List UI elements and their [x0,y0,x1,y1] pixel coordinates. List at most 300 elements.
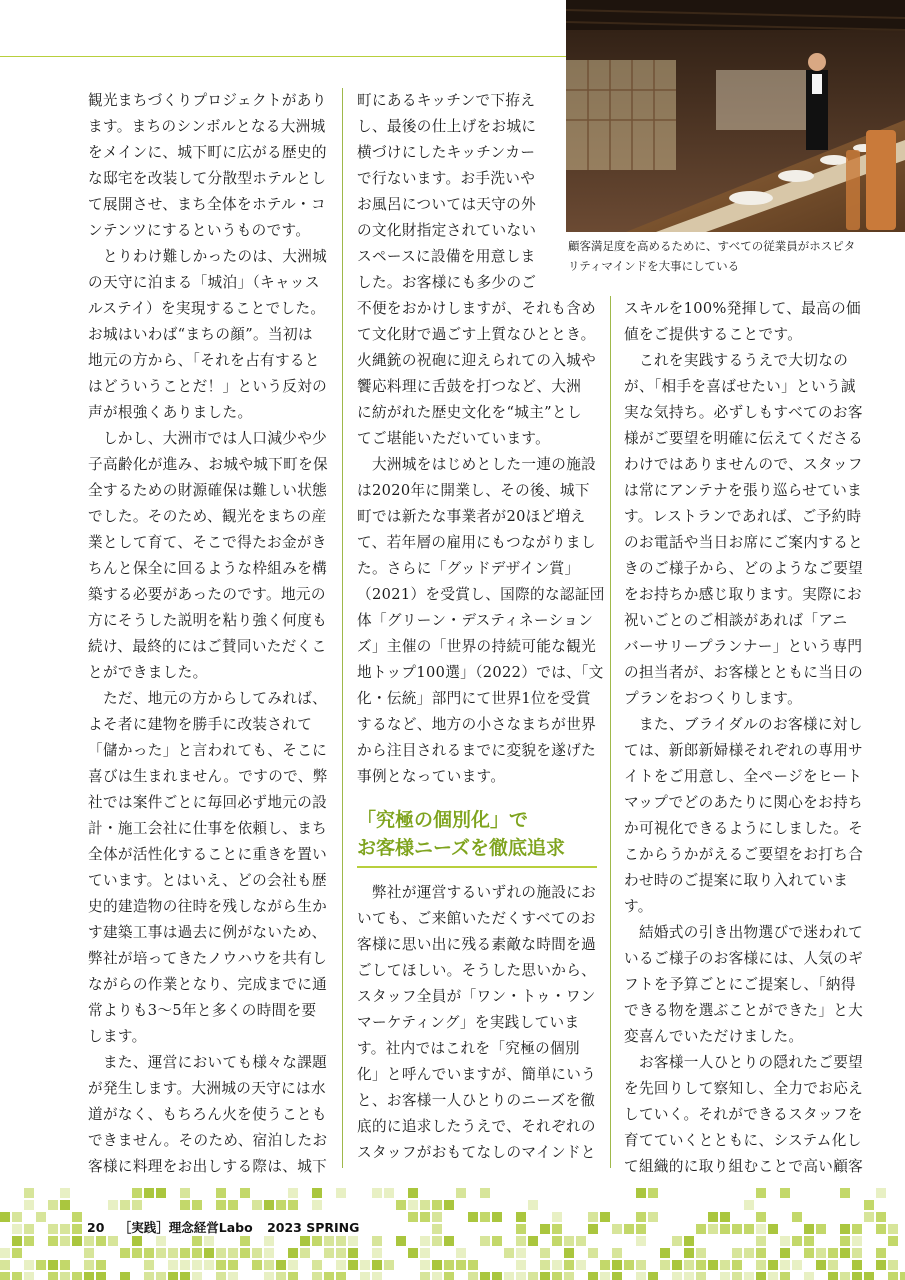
text-line: 町では新たな事業者が20ほど増え [357,508,586,525]
decorative-square [804,1248,814,1258]
text-line: はどういうことだ！」という反対の [88,378,328,395]
decorative-square [840,1248,850,1258]
text-line: 育てていくとともに、システム化し [624,1132,862,1149]
decorative-square [432,1236,442,1246]
decorative-square [504,1248,514,1258]
section-heading [357,806,597,862]
text-line: 喜びは生まれません。ですので、弊 [88,768,328,785]
decorative-square [828,1260,838,1270]
decorative-square [312,1236,322,1246]
column-divider [342,88,343,1168]
decorative-square [144,1260,154,1270]
decorative-square [240,1236,250,1246]
decorative-square [636,1188,646,1198]
restaurant-photo [566,0,905,232]
decorative-square [144,1272,154,1280]
decorative-square [240,1188,250,1198]
decorative-square [168,1248,178,1258]
text-line: こからうかがえるご要望をお打ち合 [624,846,864,863]
decorative-square [876,1224,886,1234]
decorative-square [516,1248,526,1258]
decorative-square [552,1224,562,1234]
decorative-square [60,1236,70,1246]
decorative-square [612,1248,622,1258]
decorative-square [288,1188,298,1198]
decorative-square [108,1200,118,1210]
text-line: を先回りして察知し、全力でお応え [624,1080,864,1097]
text-line: マップでどのあたりに関心をお持ち [624,794,863,811]
decorative-square [720,1224,730,1234]
decorative-square [132,1188,142,1198]
decorative-square [804,1236,814,1246]
decorative-square [492,1272,502,1280]
text-line: 計・施工会社に仕事を依頼し、まち [88,820,328,837]
decorative-square [156,1272,166,1280]
text-line: また、ブライダルのお客様に対し [624,716,863,733]
decorative-square [852,1260,862,1270]
text-line: のお電話や当日お席にご案内すると [624,534,864,551]
decorative-square [360,1260,370,1270]
text-line: 地元の方から、「それを占有すると [88,352,320,369]
decorative-square [864,1212,874,1222]
text-line: します。 [88,1028,147,1045]
decorative-square [0,1212,10,1222]
text-line: 続け、最終的にはご賛同いただくこ [88,638,327,655]
decorative-square [876,1188,886,1198]
decorative-square [204,1260,214,1270]
decorative-square [852,1248,862,1258]
text-line: いても、ご来館いただくすべてのお [357,910,596,927]
text-line: 築する必要があったのです。地元の [88,586,326,603]
text-line: てご堪能いただいています。 [357,430,551,447]
text-line: きのご様子から、どのようなご要望 [624,560,864,577]
text-line: 化」と呼んでいますが、簡単にいう [357,1066,597,1083]
decorative-square [252,1248,262,1258]
decorative-square [348,1260,358,1270]
decorative-square [36,1212,46,1222]
caption-line: リティマインドを大事にしている [568,259,740,273]
decorative-square [708,1224,718,1234]
text-line: ズ」主催の「世界の持続可能な観光 [357,638,597,655]
decorative-square [420,1236,430,1246]
text-line: フトを予算ごとにご提案し、「納得 [624,976,856,993]
text-line: ながらの作業となり、完成までに通 [88,976,328,993]
column-2 [357,88,605,790]
decorative-square [60,1272,70,1280]
decorative-square [180,1260,190,1270]
text-line: マーケティング」を実践していま [357,1014,580,1031]
decorative-square [336,1260,346,1270]
text-line: し、最後の仕上げをお城に [357,118,537,135]
text-line: （2021）を受賞し、国際的な認証団 [357,586,605,603]
decorative-square [372,1248,382,1258]
decorative-square [300,1248,310,1258]
decorative-square [588,1224,598,1234]
text-line: す。 [624,898,653,915]
text-line: が、「相手を喜ばせたい」という誠 [624,378,856,395]
decorative-square [696,1272,706,1280]
decorative-square [324,1248,334,1258]
decorative-square [552,1260,562,1270]
decorative-square [516,1260,526,1270]
section-heading-line-1: 「究極の個別化」で [357,809,529,831]
decorative-square [420,1200,430,1210]
decorative-square [48,1224,58,1234]
decorative-square [360,1272,370,1280]
decorative-square [156,1236,166,1246]
decorative-square [72,1236,82,1246]
decorative-square [708,1212,718,1222]
decorative-square [852,1236,862,1246]
text-line: 観光まちづくりプロジェクトがあり [88,92,327,109]
decorative-square [0,1248,10,1258]
text-line: これを実践するうえで大切なの [624,352,849,369]
decorative-square [876,1212,886,1222]
decorative-square [60,1224,70,1234]
decorative-square [312,1272,322,1280]
decorative-square [636,1212,646,1222]
decorative-square [288,1248,298,1258]
decorative-square [252,1260,262,1270]
decorative-square [288,1200,298,1210]
decorative-square [540,1260,550,1270]
decorative-square [324,1236,334,1246]
decorative-square [684,1248,694,1258]
decorative-square [204,1236,214,1246]
decorative-square [480,1272,490,1280]
text-line: とができました。 [88,664,208,681]
decorative-square [48,1260,58,1270]
text-line: 事例となっています。 [357,768,506,785]
text-line: しかし、大洲市では人口減少や少 [88,430,328,447]
decorative-square [456,1248,466,1258]
decorative-square [564,1260,574,1270]
text-line: 実な気持ち。必ずしもすべてのお客 [624,404,863,421]
decorative-square [312,1200,322,1210]
decorative-square [324,1272,334,1280]
text-line: の担当者が、お客様とともに当日の [624,664,864,681]
decorative-square [684,1260,694,1270]
text-line: 値をご提供することです。 [624,326,803,343]
text-line: た。さらに「グッドデザイン賞」 [357,560,580,577]
decorative-square [732,1248,742,1258]
text-line: か可視化できるようにしました。そ [624,820,864,837]
text-line: わけではありませんので、スタッフ [624,456,863,473]
decorative-square [744,1224,754,1234]
decorative-square [696,1260,706,1270]
text-line: 化・伝統」部門にて世界1位を受賞 [357,690,591,707]
decorative-square [600,1212,610,1222]
decorative-square [408,1200,418,1210]
decorative-square [180,1272,190,1280]
decorative-square [552,1236,562,1246]
decorative-square [768,1260,778,1270]
text-line: した。お客様にも多少のご [357,274,537,291]
decorative-square [528,1272,538,1280]
text-line: いるご様子のお客様には、人気のギ [624,950,864,967]
decorative-square [720,1212,730,1222]
text-line: をメインに、城下町に広がる歴史的 [88,144,327,161]
text-line: バーサリープランナー」という専門 [624,638,863,655]
decorative-square [168,1272,178,1280]
decorative-square [756,1236,766,1246]
decorative-square [672,1272,682,1280]
decorative-square [192,1248,202,1258]
text-line: 客様に思い出に残る素敵な時間を過 [357,936,597,953]
decorative-square [468,1272,478,1280]
decorative-square [804,1272,814,1280]
text-line: していく。それができるスタッフを [624,1106,863,1123]
issue-label: 2023 SPRING [267,1220,360,1235]
decorative-square [744,1248,754,1258]
decorative-square [276,1260,286,1270]
decorative-square [672,1236,682,1246]
decorative-square [636,1236,646,1246]
decorative-square [684,1272,694,1280]
decorative-square [600,1272,610,1280]
decorative-square [24,1236,34,1246]
decorative-square [648,1188,658,1198]
decorative-square [288,1260,298,1270]
decorative-square [732,1260,742,1270]
decorative-square [180,1248,190,1258]
text-line: ています。とはいえ、どの会社も歴 [88,872,327,889]
decorative-square [372,1188,382,1198]
decorative-square [636,1224,646,1234]
decorative-square [264,1272,274,1280]
photo-caption [566,236,905,276]
text-line: す建築工事は過去に例がないため、 [88,924,327,941]
decorative-square [456,1260,466,1270]
decorative-square [648,1272,658,1280]
decorative-square [384,1188,394,1198]
decorative-square [264,1260,274,1270]
text-line: 常よりも3〜5年と多くの時間を要 [88,1002,317,1019]
decorative-square [816,1224,826,1234]
decorative-square [516,1236,526,1246]
decorative-square [0,1260,10,1270]
decorative-square [660,1248,670,1258]
decorative-square [744,1200,754,1210]
text-line: ます。まちのシンボルとなる大洲城 [88,118,326,135]
page-footer [87,1218,369,1236]
decorative-square [120,1200,130,1210]
decorative-square [492,1236,502,1246]
decorative-square [84,1272,94,1280]
text-line: わせ時のご提案に取り入れていま [624,872,849,889]
text-line: て展開させ、まち全体をホテル・コ [88,196,326,213]
decorative-square [336,1248,346,1258]
decorative-square [276,1200,286,1210]
decorative-square [480,1236,490,1246]
decorative-square [720,1260,730,1270]
decorative-square [756,1224,766,1234]
decorative-square [336,1188,346,1198]
decorative-square [432,1260,442,1270]
decorative-square [528,1236,538,1246]
decorative-square [840,1272,850,1280]
decorative-square [480,1188,490,1198]
text-line: 方にそうした説明を粘り強く何度も [88,612,328,629]
text-line: できる物を選ぶことができた」と大 [624,1002,864,1019]
decorative-square [408,1248,418,1258]
decorative-square [12,1272,22,1280]
decorative-square [720,1272,730,1280]
text-line: するなど、地方の小さなまちが世界 [357,716,597,733]
decorative-square [120,1248,130,1258]
decorative-square [756,1248,766,1258]
decorative-square [300,1236,310,1246]
decorative-square [84,1236,94,1246]
text-line: お城はいわば“まちの顔”。当初は [88,326,313,343]
section-heading-line-2: お客様ニーズを徹底追求 [357,837,566,859]
decorative-square [144,1188,154,1198]
decorative-square [888,1236,898,1246]
text-line: プランをおつくりします。 [624,690,803,707]
decorative-square [540,1224,550,1234]
restaurant-illustration [566,0,905,232]
text-line: 体「グリーン・デスティネーション [357,612,594,629]
decorative-square [192,1260,202,1270]
decorative-square [192,1200,202,1210]
decorative-square [72,1272,82,1280]
decorative-square [624,1260,634,1270]
column-1 [88,88,328,1180]
decorative-square [132,1200,142,1210]
decorative-square [900,1272,905,1280]
text-line: スキルを100%発揮して、最高の価 [624,300,861,317]
decorative-square [564,1236,574,1246]
decorative-square [792,1236,802,1246]
text-line: ては、新郎新婦様それぞれの専用サ [624,742,864,759]
decorative-square [612,1224,622,1234]
decorative-square [216,1188,226,1198]
decorative-square [672,1260,682,1270]
text-line: 地トップ100選」（2022）では、「文 [357,664,604,681]
decorative-square [420,1260,430,1270]
decorative-square [384,1260,394,1270]
decorative-square [228,1200,238,1210]
text-line: できません。そのため、宿泊したお [88,1132,328,1149]
decorative-square [96,1236,106,1246]
decorative-square [228,1248,238,1258]
decorative-square [852,1272,862,1280]
decorative-square [744,1272,754,1280]
decorative-square [132,1248,142,1258]
decorative-square [456,1188,466,1198]
decorative-square [60,1260,70,1270]
text-line: て組織的に取り組むことで高い顧客 [624,1158,864,1175]
decorative-square [516,1272,526,1280]
decorative-square [540,1272,550,1280]
decorative-square [420,1272,430,1280]
decorative-square [348,1248,358,1258]
decorative-square [228,1272,238,1280]
decorative-square [204,1248,214,1258]
caption-line: 顧客満足度を高めるために、すべての従業員がホスピタ [568,239,856,253]
text-line: 客様に料理をお出しする際は、城下 [88,1158,328,1175]
decorative-square [408,1188,418,1198]
text-line: お風呂については天守の外 [357,196,537,213]
decorative-square [756,1212,766,1222]
decorative-square [888,1260,898,1270]
decorative-square [468,1212,478,1222]
text-line: ごしてほしい。そうした思いから、 [357,962,597,979]
decorative-square [804,1224,814,1234]
decorative-square [96,1260,106,1270]
decorative-square [444,1272,454,1280]
decorative-square [336,1272,346,1280]
decorative-square [756,1260,766,1270]
decorative-square [636,1260,646,1270]
decorative-square [312,1188,322,1198]
decorative-square [180,1200,190,1210]
decorative-square [684,1236,694,1246]
decorative-square [168,1260,178,1270]
heading-rule [357,866,597,868]
text-line: また、運営においても様々な課題 [88,1054,328,1071]
text-line: お客様一人ひとりの隠れたご要望 [624,1054,864,1071]
text-line: 道がなく、もちろん火を使うことも [88,1106,327,1123]
decorative-square [24,1260,34,1270]
decorative-square [516,1224,526,1234]
decorative-square [12,1248,22,1258]
decorative-square [828,1272,838,1280]
decorative-square [576,1236,586,1246]
decorative-square [780,1248,790,1258]
decorative-square [240,1248,250,1258]
top-rule [0,56,566,57]
column-2-continued [357,880,596,1166]
text-line: と、お客様一人ひとりのニーズを徹 [357,1092,596,1109]
decorative-square [24,1200,34,1210]
text-line: 業として育て、そこで得たお金がき [88,534,327,551]
decorative-square [708,1260,718,1270]
decorative-square [612,1260,622,1270]
text-line: ンテンツにするというものです。 [88,222,311,239]
text-line: ただ、地元の方からしてみれば、 [88,690,328,707]
text-line: に紡がれた歴史文化を“城主”とし [357,404,582,421]
decorative-square [876,1260,886,1270]
decorative-square [648,1212,658,1222]
decorative-square [84,1260,94,1270]
text-line: 横づけにしたキッチンカー [357,144,536,161]
text-line: 弊社が運営するいずれの施設にお [357,884,597,901]
decorative-square [492,1212,502,1222]
decorative-square [888,1224,898,1234]
text-line: 様がご要望を明確に伝えてくださる [624,430,864,447]
decorative-square [576,1260,586,1270]
decorative-square [696,1248,706,1258]
decorative-square [312,1260,322,1270]
decorative-square [12,1236,22,1246]
decorative-square [372,1272,382,1280]
text-line: す。レストランであれば、ご予約時 [624,508,862,525]
decorative-square [72,1224,82,1234]
decorative-square [276,1272,286,1280]
decorative-square [216,1272,226,1280]
decorative-square [780,1260,790,1270]
decorative-square [336,1236,346,1246]
decorative-square [12,1224,22,1234]
decorative-square [756,1272,766,1280]
decorative-square [588,1272,598,1280]
decorative-square [216,1200,226,1210]
decorative-square [816,1260,826,1270]
text-line: スタッフがおもてなしのマインドと [357,1144,596,1161]
decorative-square [192,1236,202,1246]
decorative-square [264,1200,274,1210]
